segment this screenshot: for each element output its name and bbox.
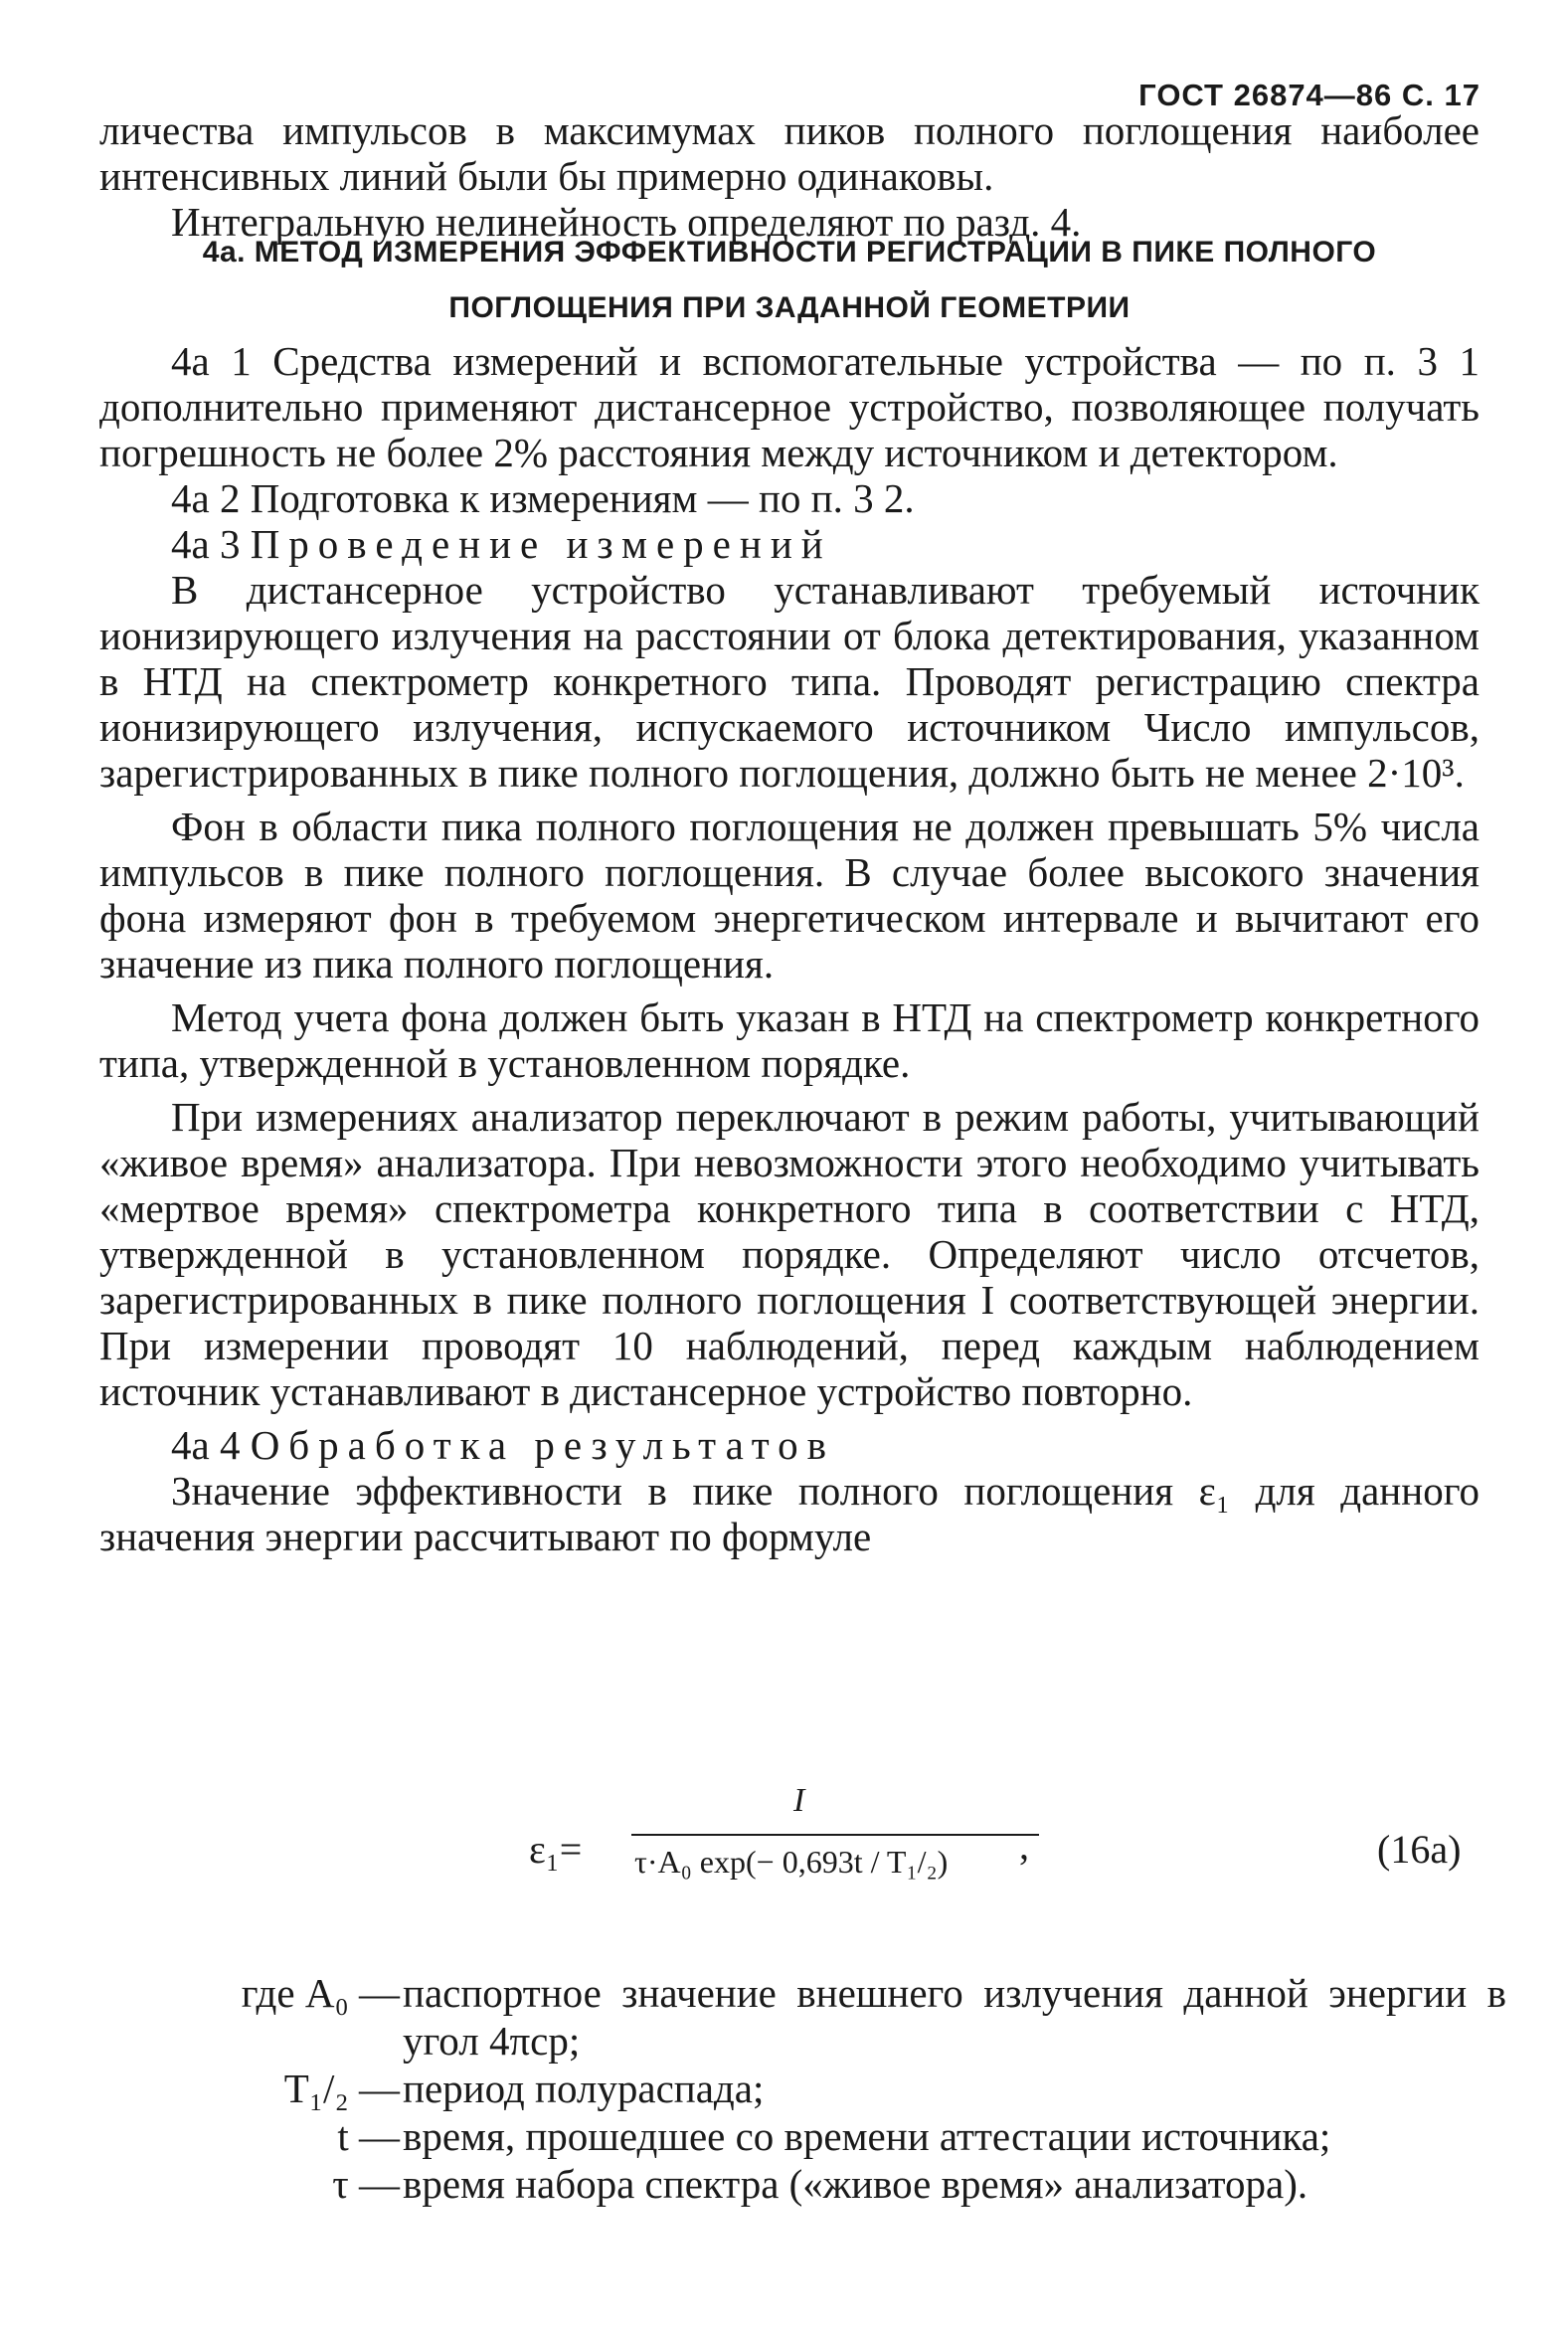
legend-symbol: τ — [332,2161,400,2207]
section-title-line2: ПОГЛОЩЕНИЯ ПРИ ЗАДАННОЙ ГЕОМЕТРИИ [448,291,1131,324]
legend-text: время, прошедшее со времени аттестации источника; [403,2113,1331,2159]
heading-4a4-title: Обработка результатов [250,1422,835,1468]
formula-denominator: τ·A₀ exp(− 0,693t / T₁/₂) [634,1844,949,1880]
formula-comma: , [1019,1823,1029,1868]
legend-text: время набора спектра («живое время» анализатора). [403,2161,1308,2207]
legend-symbol: t — [337,2113,400,2159]
legend-text: период полураспада; [403,2066,765,2111]
legend-row [99,2160,1511,2208]
paragraph-4a1: 4а 1 Средства измерений и вспомогательные устройства — по п. 3 1 дополнительно применяют дистансерное устройство, позволяющее получать погрешность не более 2% расстояния между источником и детектором. [99,338,1480,475]
legend-row [99,2065,1511,2112]
formula-16a [477,1782,1094,1961]
fraction-bar [631,1834,1039,1836]
paragraph-4a4-text: Значение эффективности в пике полного поглощения ε₁ для данного значения энергии рассчитывают по формуле [99,1468,1480,1559]
legend-symbol: T₁/₂ — [283,2066,400,2111]
heading-4a4-number: 4а 4 [171,1422,241,1468]
paragraph-4a3-text2: Фон в области пика полного поглощения не должен превышать 5% числа импульсов в пике полного поглощения. В случае более высокого значения фона измеряют фон в требуемом энергетическом интервале и вычитают его значение из пика полного поглощения. [99,804,1480,987]
formula-lhs: ε₁= [529,1827,583,1872]
integral-nonlinearity-paragraph: Интегральную нелинейность определяют по разд. 4. [171,199,1082,245]
section-title-line1: 4а. МЕТОД ИЗМЕРЕНИЯ ЭФФЕКТИВНОСТИ РЕГИСТРАЦИИ В ПИКЕ ПОЛНОГО [202,236,1377,269]
continued-paragraph: личества импульсов в максимумах пиков полного поглощения наиболее интенсивных линий были бы примерно одинаковы. [99,107,1480,199]
paragraph-4a3-text3: Метод учета фона должен быть указан в НТД на спектрометр конкретного типа, утвержденной в установленном порядке. [99,994,1480,1086]
paragraph-4a3-heading [99,521,1480,567]
section-title [99,225,1480,336]
paragraph-4a2: 4а 2 Подготовка к измерениям — по п. 3 2. [171,475,915,521]
heading-4a3-title: Проведение измерений [250,521,832,567]
legend-symbol: где A₀ — [241,1970,400,2016]
heading-4a3-number: 4а 3 [171,521,241,567]
legend-row [99,2112,1511,2160]
page-header: ГОСТ 26874—86 С. 17 [1138,78,1481,112]
section-body [99,338,1480,1559]
legend-row-spacer [99,2017,1511,2065]
formula-numerator: I [793,1782,805,1819]
paragraph-4a3-text1: В дистансерное устройство устанавливают требуемый источник ионизирующего излучения на расстоянии от блока детектирования, указанном в НТД на спектрометр конкретного типа. Проводят регистрацию спектра ионизирующего излучения, испускаемого источником Число импульсов, зарегистрированных в пике полного поглощения, должно быть не менее 2·10³. [99,567,1480,796]
paragraph-4a4-heading [99,1422,1480,1468]
legend-row [99,1969,1511,2064]
paragraph-4a3-text4: При измерениях анализатор переключают в режим работы, учитывающий «живое время» анализатора. При невозможности этого необходимо учитывать «мертвое время» спектрометра конкретного типа в соответствии с НТД, утвержденной в установленном порядке. Определяют число отсчетов, зарегистрированных в пике полного поглощения I соответствующей энергии. При измерении проводят 10 наблюдений, перед каждым наблюдением источник устанавливают в дистансерное устройство повторно. [99,1094,1480,1414]
symbol-legend [99,1969,1511,2208]
equation-number: (16а) [1377,1827,1462,1872]
legend-text: паспортное значение внешнего излучения данной энергии в угол 4πср; [403,1970,1506,2064]
